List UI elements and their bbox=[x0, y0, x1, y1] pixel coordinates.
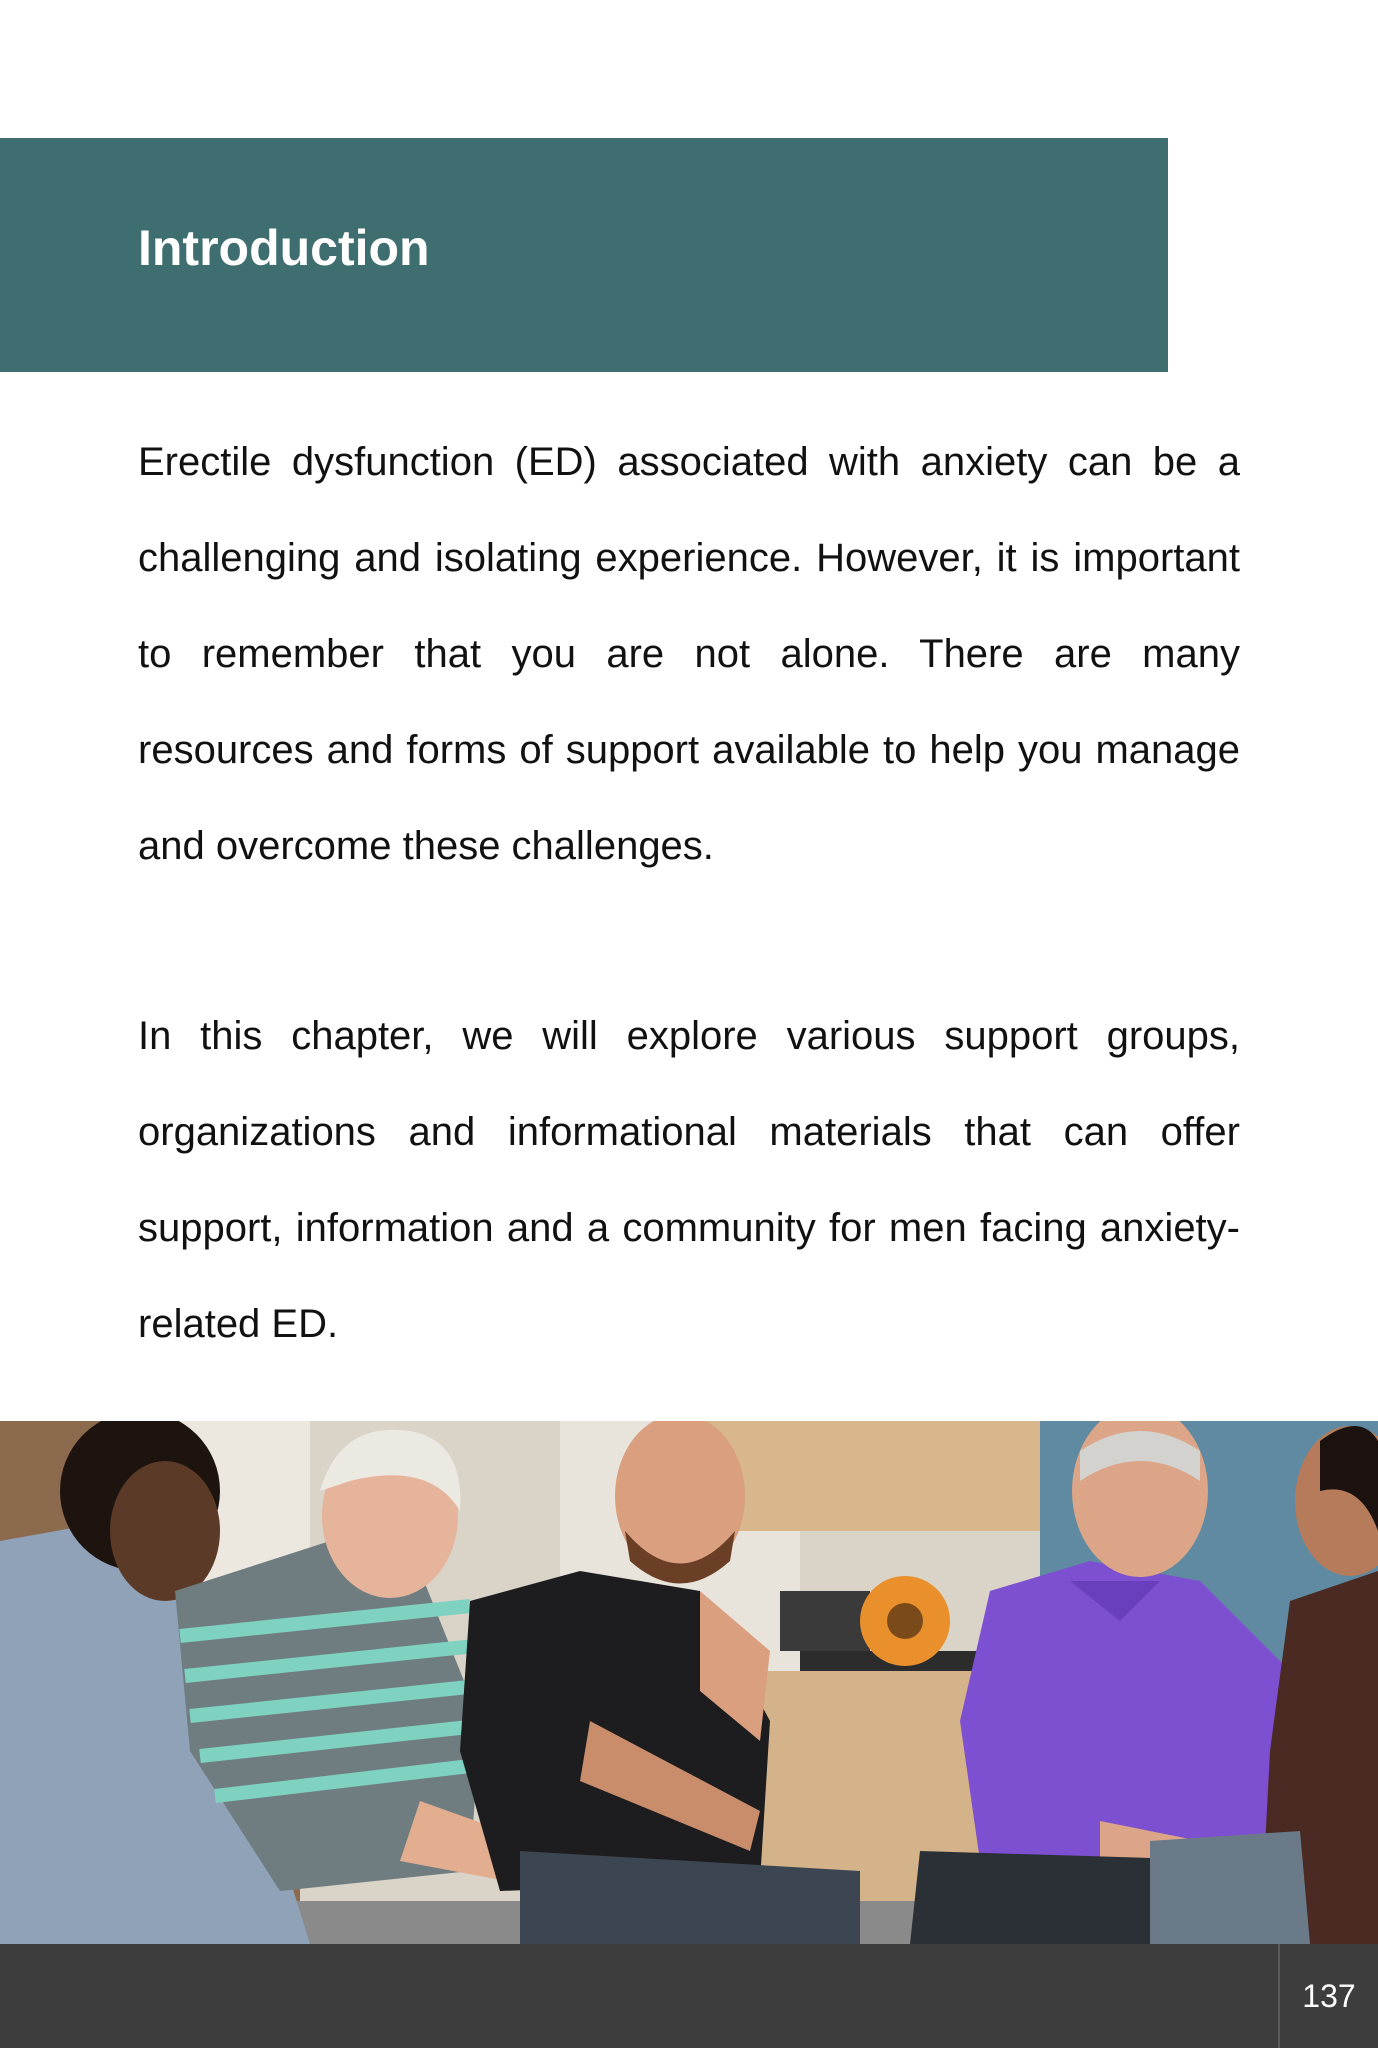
footer-bar bbox=[0, 1944, 1378, 2048]
intro-paragraph-1: Erectile dysfunction (ED) associated with anxiety can be a challenging and isolating experience. However, it is important to remember that you are not alone. There are many resources and forms of support available to help you manage and overcome these challenges. bbox=[138, 440, 1240, 868]
page-number: 137 bbox=[1302, 1977, 1356, 2014]
section-title: Introduction bbox=[138, 220, 430, 276]
intro-paragraph-2: In this chapter, we will explore various support groups, organizations and informational materials that can offer support, information and a community for men facing anxiety-related ED. bbox=[138, 1014, 1240, 1346]
page-number-box bbox=[1278, 1944, 1378, 2048]
support-group-photo bbox=[0, 1421, 1378, 1944]
